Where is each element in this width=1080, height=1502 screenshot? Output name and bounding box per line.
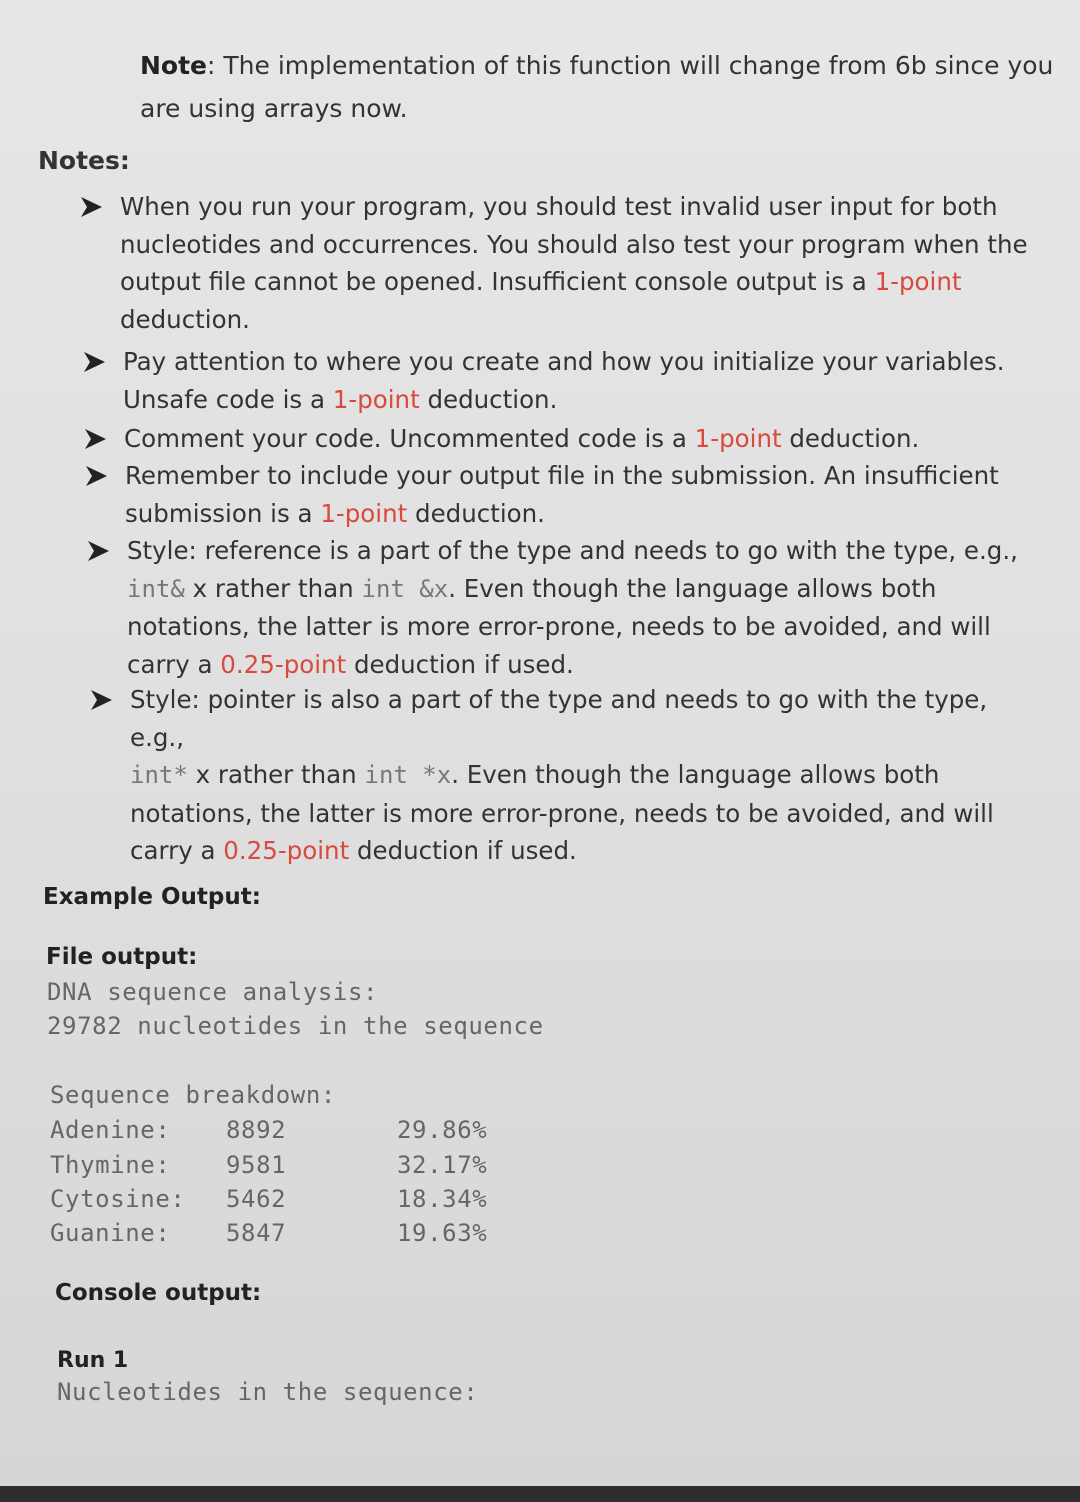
point-deduction: 0.25-point bbox=[220, 649, 347, 679]
point-deduction: 1-point bbox=[874, 267, 962, 296]
note-label: Note bbox=[140, 51, 208, 80]
example-output-heading: Example Output: bbox=[43, 884, 261, 910]
nucleotide-percent: 19.63% bbox=[397, 1219, 488, 1247]
nucleotide-name: Thymine: bbox=[50, 1151, 171, 1179]
bullet-text: . Even though the language allows both notations, the latter is more error-prone, needs to be avoided, and will carry a bbox=[127, 573, 991, 679]
nucleotide-percent: 32.17% bbox=[397, 1151, 488, 1179]
console-output-line: Nucleotides in the sequence: bbox=[57, 1378, 479, 1406]
intro-text: : The implementation of this function will change from 6b since you are using arrays now. bbox=[140, 51, 1054, 123]
note-bullet bbox=[124, 420, 1044, 458]
note-bullet bbox=[130, 681, 1040, 870]
bullet-text: deduction. bbox=[781, 424, 920, 453]
point-deduction: 1-point bbox=[694, 424, 782, 453]
bullet-text: Pay attention to where you create and how you initialize your variables. Unsafe code is a bbox=[123, 347, 1005, 414]
note-bullet bbox=[125, 457, 1045, 532]
run-label: Run 1 bbox=[57, 1348, 129, 1373]
nucleotide-count: 9581 bbox=[226, 1151, 287, 1179]
bullet-text: Style: pointer is also a part of the type and needs to go with the type, e.g., bbox=[130, 685, 988, 752]
bullet-text: deduction. bbox=[120, 304, 250, 334]
note-bullet bbox=[123, 343, 1043, 418]
nucleotide-percent: 18.34% bbox=[397, 1185, 488, 1213]
bullet-text: deduction if used. bbox=[349, 836, 577, 865]
nucleotide-name: Adenine: bbox=[50, 1116, 171, 1144]
nucleotide-percent: 29.86% bbox=[397, 1116, 488, 1144]
arrow-bullet-icon bbox=[78, 194, 104, 220]
bullet-text: When you run your program, you should test invalid user input for both nucleotides and occurrences. You should also test your program when the output file cannot be opened. Insufficient console output is a bbox=[120, 192, 1028, 296]
monitor-bezel bbox=[0, 1486, 1080, 1502]
bullet-text: Remember to include your output file in the submission. An insufficient submission is a bbox=[125, 461, 999, 528]
breakdown-title: Sequence breakdown: bbox=[50, 1081, 336, 1109]
arrow-bullet-icon bbox=[81, 349, 107, 375]
nucleotide-name: Guanine: bbox=[50, 1219, 171, 1247]
bullet-text: x rather than bbox=[187, 760, 365, 789]
code-snippet: int *x bbox=[364, 761, 452, 789]
nucleotide-count: 8892 bbox=[226, 1116, 287, 1144]
file-output-line: 29782 nucleotides in the sequence bbox=[47, 1012, 544, 1040]
point-deduction: 1-point bbox=[320, 498, 408, 528]
bullet-text: deduction. bbox=[407, 498, 545, 528]
point-deduction: 0.25-point bbox=[223, 836, 350, 865]
note-bullet bbox=[127, 532, 1037, 683]
notes-heading: Notes: bbox=[38, 146, 130, 175]
console-output-heading: Console output: bbox=[55, 1280, 262, 1306]
arrow-bullet-icon bbox=[85, 538, 111, 564]
arrow-bullet-icon bbox=[83, 463, 109, 489]
bullet-text: deduction. bbox=[419, 384, 558, 414]
bullet-text: Style: reference is a part of the type and needs to go with the type, e.g., bbox=[127, 536, 1018, 565]
arrow-bullet-icon bbox=[88, 687, 114, 713]
intro-note bbox=[140, 44, 1060, 130]
nucleotide-count: 5462 bbox=[226, 1185, 287, 1213]
note-bullet bbox=[120, 188, 1050, 338]
code-snippet: int &x bbox=[361, 574, 449, 603]
bullet-text: Comment your code. Uncommented code is a bbox=[124, 424, 695, 453]
file-output-line: DNA sequence analysis: bbox=[47, 978, 379, 1006]
file-output-heading: File output: bbox=[46, 944, 198, 970]
bullet-text: . Even though the language allows both notations, the latter is more error-prone, needs to be avoided, and will carry a bbox=[130, 760, 994, 865]
nucleotide-count: 5847 bbox=[226, 1219, 287, 1247]
bullet-text: deduction if used. bbox=[346, 649, 574, 679]
code-snippet: int* bbox=[130, 761, 188, 789]
bullet-text: x rather than bbox=[184, 573, 362, 603]
arrow-bullet-icon bbox=[82, 426, 108, 452]
point-deduction: 1-point bbox=[332, 384, 420, 414]
nucleotide-name: Cytosine: bbox=[50, 1185, 186, 1213]
code-snippet: int& bbox=[127, 574, 185, 603]
